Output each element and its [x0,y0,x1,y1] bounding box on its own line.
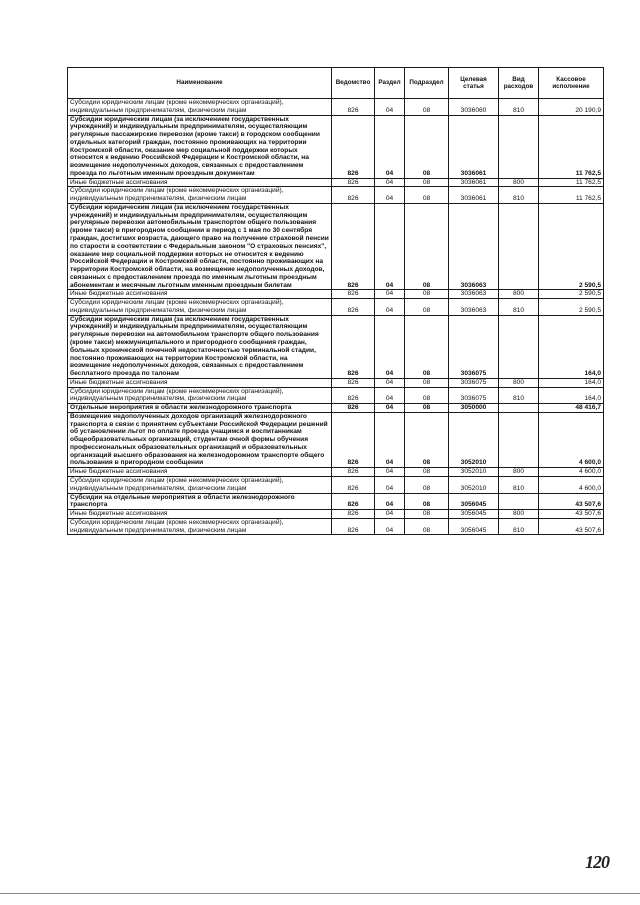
row-section: 04 [375,378,405,387]
header-subsection: Подраздел [405,68,449,99]
table-header-row [68,68,604,99]
row-target: 3036075 [449,387,499,404]
row-section: 04 [375,290,405,299]
row-section: 04 [375,115,405,178]
row-expense-type: 800 [499,510,539,519]
row-section: 04 [375,493,405,510]
row-name: Иные бюджетные ассигнования [68,290,332,299]
row-target: 3052010 [449,412,499,467]
header-expense-type: Вид расходов [499,68,539,99]
header-target: Целевая статья [449,68,499,99]
row-target: 3036061 [449,187,499,204]
budget-execution-table [67,67,604,535]
row-name: Субсидии юридическим лицам (кроме некоммерческих организаций), индивидуальным предпринимателям, физическим лицам [68,187,332,204]
row-amount: 11 762,5 [539,187,604,204]
header-section: Раздел [375,68,405,99]
row-name: Субсидии юридическим лицам (кроме некоммерческих организаций), индивидуальным предпринимателям, физическим лицам [68,299,332,316]
row-target: 3050000 [449,404,499,413]
row-expense-type: 810 [499,387,539,404]
row-amount: 2 590,5 [539,299,604,316]
row-name: Субсидии юридическим лицам (кроме некоммерческих организаций), индивидуальным предпринимателям, физическим лицам [68,476,332,493]
row-subsection: 08 [405,493,449,510]
row-amount: 2 590,5 [539,290,604,299]
row-name: Отдельные мероприятия в области железнодорожного транспорта [68,404,332,413]
row-name: Субсидии юридическим лицам (за исключением государственных учреждений) и индивидуальным предпринимателям, осуществляющим регулярные пассажирские перевозки (кроме такси) в городском сообщении отдельных категорий граждан, постоянно проживающих на территории Костромской области, оказание мер социальной поддержки которых относится к ведению Российской Федерации и Костромской области, на возмещение недополученных доходов, связанных с предоставлением проезда по льготным именным проездным документам [68,115,332,178]
row-amount: 164,0 [539,387,604,404]
row-expense-type [499,412,539,467]
row-subsection: 08 [405,99,449,116]
row-subsection: 08 [405,178,449,187]
table-row [68,404,604,413]
row-name: Субсидии юридическим лицам (за исключением государственных учреждений) и индивидуальным предпринимателям, осуществляющим регулярные перевозки на автомобильном транспорте общего пользования (кроме такси) межмуниципального и пригородного сообщения граждан, больных хронической почечной недостаточностью терминальной стадии, постоянно проживающих на территории Костромской области, на возмещение недополученных доходов, связанных с предоставлением бесплатного проезда по талонам [68,315,332,378]
row-amount: 48 416,7 [539,404,604,413]
row-amount: 164,0 [539,315,604,378]
row-target: 3036075 [449,315,499,378]
row-subsection: 08 [405,518,449,535]
row-section: 04 [375,404,405,413]
row-name: Возмещение недополученных доходов организаций железнодорожного транспорта в связи с принятием субъектами Российской Федерации решений об установлении льгот по оплате проезда учащимся и воспитанникам общеобразовательных организаций, студентам очной формы обучения профессиональных образовательных организаций и образовательных организаций высшего образования на железнодорожном транспорте общего пользования в пригородном сообщении [68,412,332,467]
row-section: 04 [375,518,405,535]
row-dept: 826 [332,115,375,178]
row-dept: 826 [332,378,375,387]
row-subsection: 08 [405,299,449,316]
row-subsection: 08 [405,378,449,387]
row-expense-type: 800 [499,290,539,299]
row-name: Субсидии юридическим лицам (кроме некоммерческих организаций), индивидуальным предпринимателям, физическим лицам [68,387,332,404]
header-amount: Кассовое исполнение [539,68,604,99]
row-target: 3056045 [449,493,499,510]
row-amount: 4 600,0 [539,412,604,467]
row-dept: 826 [332,518,375,535]
row-subsection: 08 [405,476,449,493]
row-expense-type: 810 [499,99,539,116]
row-name: Иные бюджетные ассигнования [68,178,332,187]
row-dept: 826 [332,493,375,510]
row-expense-type [499,404,539,413]
table-row [68,115,604,178]
row-expense-type [499,115,539,178]
row-name: Иные бюджетные ассигнования [68,468,332,477]
table-row [68,476,604,493]
row-dept: 826 [332,510,375,519]
row-amount: 43 507,6 [539,510,604,519]
page-number: 120 [585,852,609,872]
row-expense-type: 800 [499,378,539,387]
row-dept: 826 [332,387,375,404]
row-dept: 826 [332,290,375,299]
row-amount: 11 762,5 [539,115,604,178]
row-section: 04 [375,99,405,116]
row-subsection: 08 [405,510,449,519]
row-amount: 20 190,9 [539,99,604,116]
table-row [68,299,604,316]
page-bottom-rule [0,893,640,894]
row-expense-type: 800 [499,468,539,477]
row-section: 04 [375,315,405,378]
row-name: Субсидии на отдельные мероприятия в области железнодорожного транспорта [68,493,332,510]
row-section: 04 [375,468,405,477]
row-target: 3036061 [449,178,499,187]
table-row [68,187,604,204]
row-target: 3052010 [449,476,499,493]
row-section: 04 [375,387,405,404]
row-dept: 826 [332,315,375,378]
row-dept: 826 [332,476,375,493]
row-name: Субсидии юридическим лицам (кроме некоммерческих организаций), индивидуальным предпринимателям, физическим лицам [68,518,332,535]
row-name: Иные бюджетные ассигнования [68,510,332,519]
row-expense-type: 810 [499,518,539,535]
row-target: 3052010 [449,468,499,477]
row-target: 3056045 [449,518,499,535]
row-dept: 826 [332,187,375,204]
row-name: Субсидии юридическим лицам (кроме некоммерческих организаций), индивидуальным предпринимателям, физическим лицам [68,99,332,116]
row-expense-type: 810 [499,476,539,493]
row-subsection: 08 [405,315,449,378]
row-section: 04 [375,203,405,289]
row-target: 3036061 [449,115,499,178]
row-dept: 826 [332,468,375,477]
row-name: Субсидии юридическим лицам (за исключением государственных учреждений) и индивидуальным предпринимателям, осуществляющим регулярные перевозки автомобильным транспортом общего пользования (кроме такси) в пригородном сообщении в период с 1 мая по 30 сентября граждан, достигших возраста, дающего право на получение страховой пенсии по старости в соответствии с Федеральным законом "О страховых пенсиях", оказание мер социальной поддержки которых не относится к ведению Российской Федерации и Костромской области, постоянно проживающих на территории Костромской области, на возмещение недополученных доходов, связанных с предоставлением проезда по именным льготным проездным абонементам и месячным льготным именным проездным билетам [68,203,332,289]
row-section: 04 [375,510,405,519]
row-target: 3036060 [449,99,499,116]
header-name: Наименование [68,68,332,99]
table-row [68,412,604,467]
row-target: 3036063 [449,203,499,289]
table-body [68,99,604,535]
row-subsection: 08 [405,115,449,178]
table-row [68,387,604,404]
row-target: 3036075 [449,378,499,387]
table-row [68,510,604,519]
row-target: 3036063 [449,290,499,299]
row-amount: 2 590,5 [539,203,604,289]
row-target: 3056045 [449,510,499,519]
table-row [68,468,604,477]
row-expense-type: 810 [499,299,539,316]
row-dept: 826 [332,99,375,116]
row-subsection: 08 [405,412,449,467]
row-section: 04 [375,476,405,493]
row-section: 04 [375,178,405,187]
row-expense-type [499,315,539,378]
row-section: 04 [375,299,405,316]
row-subsection: 08 [405,203,449,289]
row-subsection: 08 [405,468,449,477]
row-amount: 164,0 [539,378,604,387]
table-row [68,99,604,116]
row-subsection: 08 [405,187,449,204]
row-amount: 43 507,6 [539,518,604,535]
row-subsection: 08 [405,404,449,413]
row-section: 04 [375,187,405,204]
row-name: Иные бюджетные ассигнования [68,378,332,387]
table-row [68,178,604,187]
row-amount: 4 600,0 [539,468,604,477]
row-expense-type [499,493,539,510]
table-row [68,378,604,387]
table-row [68,290,604,299]
header-dept: Ведомство [332,68,375,99]
row-expense-type: 810 [499,187,539,204]
table-row [68,315,604,378]
row-dept: 826 [332,404,375,413]
row-amount: 11 762,5 [539,178,604,187]
table-row [68,203,604,289]
row-section: 04 [375,412,405,467]
row-dept: 826 [332,412,375,467]
row-expense-type [499,203,539,289]
row-dept: 826 [332,178,375,187]
row-subsection: 08 [405,290,449,299]
row-target: 3036063 [449,299,499,316]
table-row [68,518,604,535]
row-dept: 826 [332,203,375,289]
row-expense-type: 800 [499,178,539,187]
row-dept: 826 [332,299,375,316]
row-amount: 4 600,0 [539,476,604,493]
row-subsection: 08 [405,387,449,404]
table-row [68,493,604,510]
row-amount: 43 507,6 [539,493,604,510]
